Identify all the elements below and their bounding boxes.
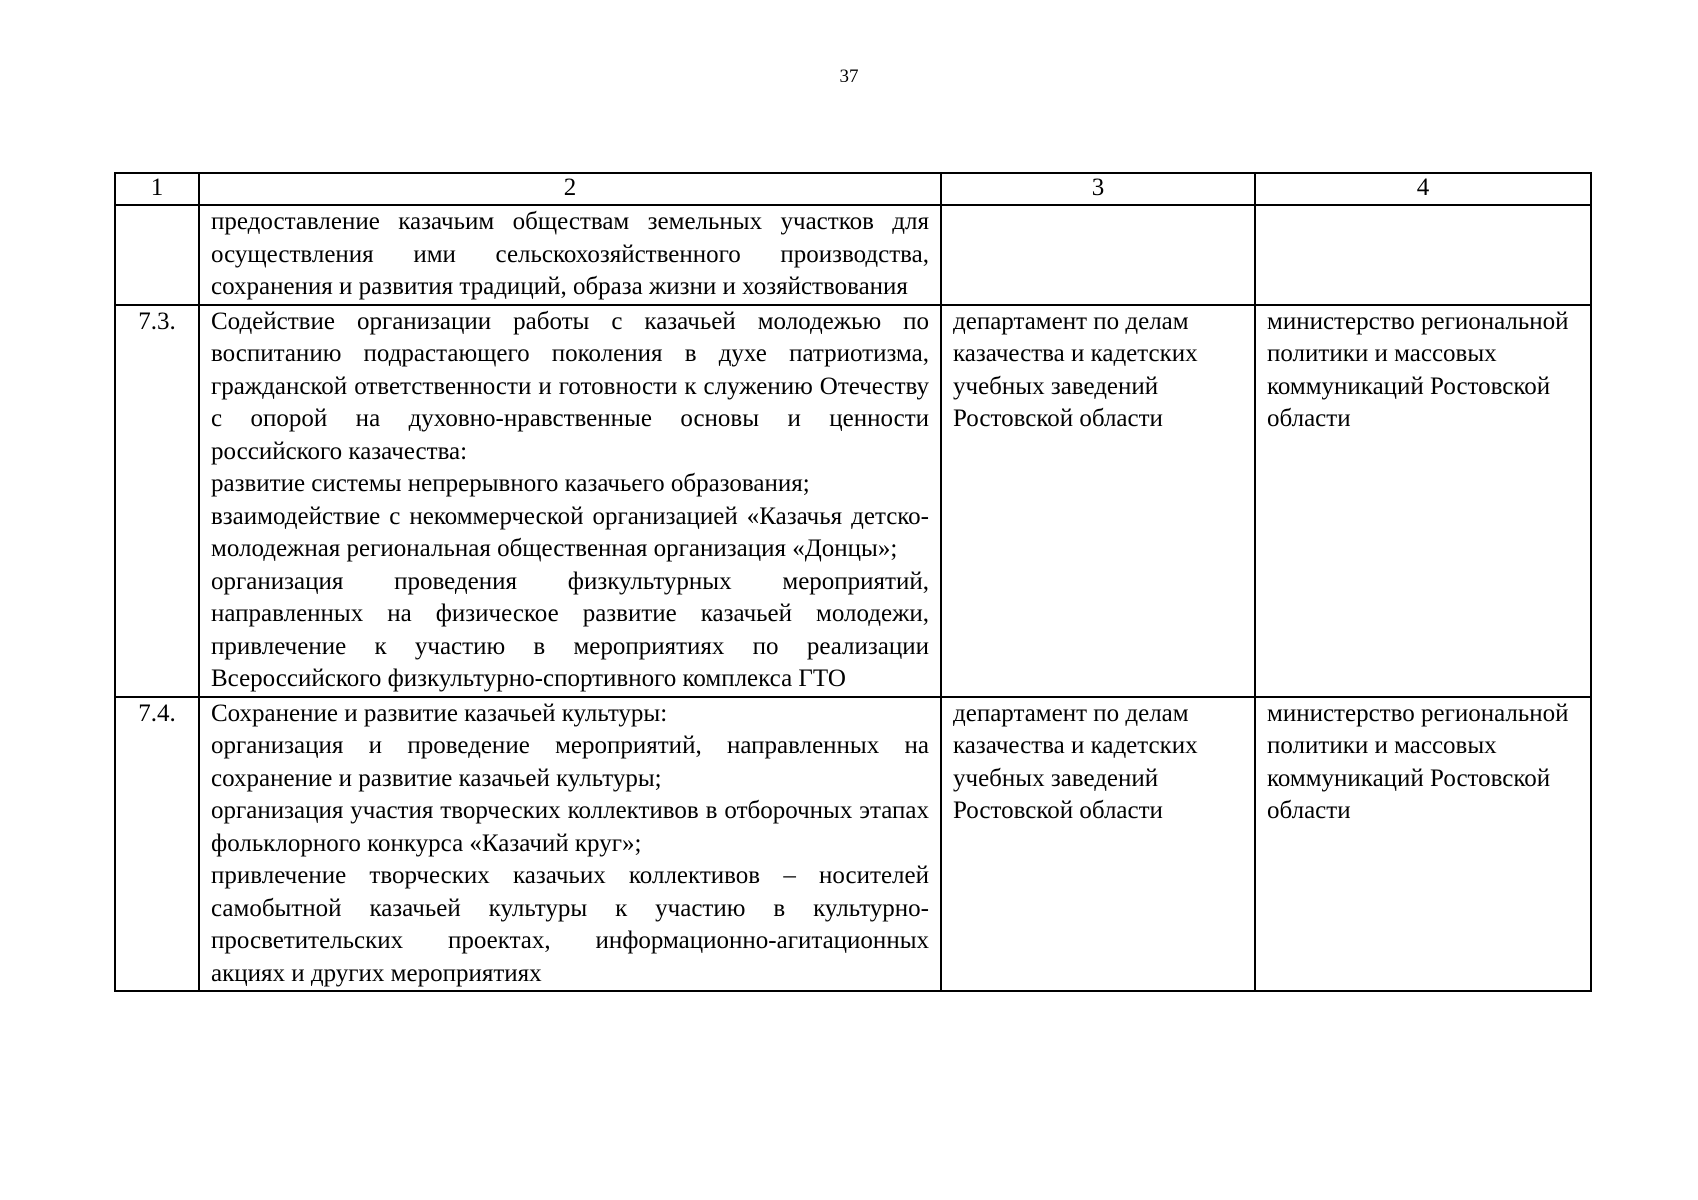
executor-cell: департамент по делам казачества и кадетских учебных заведений Ростовской области (941, 697, 1255, 992)
coexecutor-cell: министерство региональной политики и массовых коммуникаций Ростовской области (1255, 305, 1591, 697)
coexecutor-cell: министерство региональной политики и массовых коммуникаций Ростовской области (1255, 697, 1591, 992)
measure-paragraph: привлечение творческих казачьих коллективов – носителей самобытной казачьей культуры к участию в культурно-просветительских проектах, информационно-агитационных акциях и других мероприятиях (211, 862, 929, 987)
coexecutor-cell (1255, 205, 1591, 305)
measure-text (199, 205, 941, 305)
table-row (115, 205, 1591, 305)
measures-table (114, 172, 1592, 992)
measure-text (199, 697, 941, 992)
row-number (115, 205, 199, 305)
measure-paragraph: организация проведения физкультурных мероприятий, направленных на физическое развитие казачьей молодежи, привлечение к участию в мероприятиях по реализации Всероссийского физкультурно-спортивного комплекса ГТО (211, 567, 929, 692)
measure-paragraph: Содействие организации работы с казачьей молодежью по воспитанию подрастающего поколения в духе патриотизма, гражданской ответственности и готовности к служению Отечеству с опорой на духовно-нравственные основы и ценности российского казачества: (211, 307, 929, 465)
column-header-3: 3 (941, 173, 1255, 205)
table-row (115, 697, 1591, 992)
page-number: 37 (839, 66, 859, 87)
measure-paragraph: организация и проведение мероприятий, направленных на сохранение и развитие казачьей культуры; (211, 732, 929, 792)
column-header-1: 1 (115, 173, 199, 205)
row-number: 7.4. (115, 697, 199, 992)
measure-paragraph: организация участия творческих коллективов в отборочных этапах фольклорного конкурса «Казачий круг»; (211, 797, 929, 857)
column-header-4: 4 (1255, 173, 1591, 205)
executor-cell: департамент по делам казачества и кадетских учебных заведений Ростовской области (941, 305, 1255, 697)
measure-paragraph: предоставление казачьим обществам земельных участков для осуществления ими сельскохозяйственного производства, сохранения и развития традиций, образа жизни и хозяйствования (211, 208, 929, 300)
measure-paragraph: Сохранение и развитие казачьей культуры: (211, 699, 668, 727)
column-header-2: 2 (199, 173, 941, 205)
table-row (115, 305, 1591, 697)
executor-cell (941, 205, 1255, 305)
table-header-row (115, 173, 1591, 205)
measure-paragraph: развитие системы непрерывного казачьего образования; (211, 470, 810, 497)
measure-paragraph: взаимодействие с некоммерческой организацией «Казачья детско-молодежная региональная общественная организация «Донцы»; (211, 502, 929, 562)
measure-text (199, 305, 941, 697)
row-number: 7.3. (115, 305, 199, 697)
